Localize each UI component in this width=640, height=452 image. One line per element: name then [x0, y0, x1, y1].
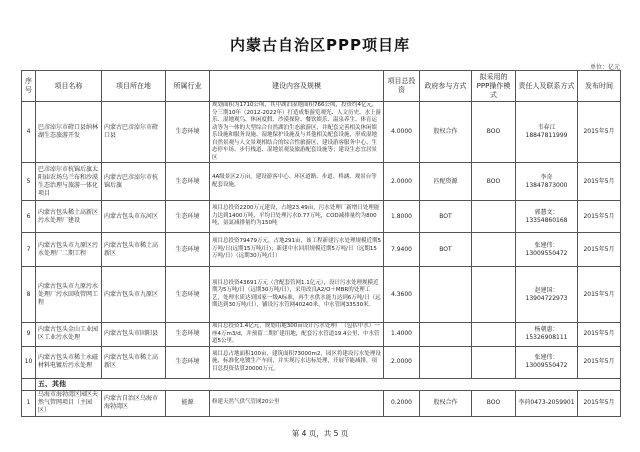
cell-date: 2015年5月: [578, 390, 621, 416]
cell-location: 内蒙古包头市稀土高新区: [102, 233, 166, 267]
cell-industry: 生态环境: [166, 233, 210, 267]
cell-gov: 股权合作: [420, 102, 472, 163]
cell-name: 乌海市海勃湾区园区天然气管网项目（主园区）: [36, 390, 102, 416]
header-location: 项目所在地: [102, 71, 166, 102]
cell-gov: [420, 346, 472, 378]
cell-industry: 能源: [166, 390, 210, 416]
table-row: [22, 201, 621, 233]
header-mode: 拟采用的PPP操作模式: [472, 71, 516, 102]
table-row: [22, 323, 621, 347]
cell-no: 7: [22, 233, 36, 267]
cell-contact: 赵建国： 13904722973: [516, 267, 578, 323]
cell-investment: 2.0000: [384, 163, 420, 201]
cell-no: 5: [22, 163, 36, 201]
section-title: 五、其他: [36, 378, 621, 390]
cell-no: 9: [22, 323, 36, 347]
header-contact: 责任人及联系方式: [516, 71, 578, 102]
table-row: [22, 267, 621, 323]
table-header-row: [22, 71, 621, 102]
cell-gov: [420, 323, 472, 347]
header-investment: 项目总投资: [384, 71, 420, 102]
cell-no: 10: [22, 346, 36, 378]
page-footer: 第 4 页，共 5 页: [291, 429, 349, 438]
cell-mode: [472, 267, 516, 323]
cell-contact: 张建伟： 13009550472: [516, 346, 578, 378]
table-row: [22, 346, 621, 378]
cell-location: 内蒙古巴彦淖尔市杭锦后旗: [102, 163, 166, 201]
header-date: 发布时间: [578, 71, 621, 102]
cell-content: 项目总投资43691万元（含配套管网1.1亿元），设计污水处理规模近期为5万吨/日（远期30万吨/日），采用改良A2/O＋MBR的处理工艺，处理水质达到国家一级A标准，再生水供水能力达到6万吨/日（远期达到30万吨/日），铺设污水管网40240米，中水管网33530米。: [210, 267, 384, 323]
cell-content: 4A级景区2万亩，建设游客中心、环区道路、步道、桥涵、观景台等配套设施。: [210, 163, 384, 201]
cell-contact: 韦春江 18847811999: [516, 102, 578, 163]
cell-gov: BOT: [420, 201, 472, 233]
cell-contact: 郭慧文： 13354860168: [516, 201, 578, 233]
cell-content: 规划面积为1710公顷，其中湖泊湿地面积766公顷，投资约4亿元，分三期10年（2012-2022年）打造成集游览观光、人文历史、水上游乐、湿地观鸟、休闲度假、沙漠探险、餐饮娱乐、温泉养生、体育运动等为一体的大型综合自然湖泊生态旅游区，并配套完善相关休闲娱乐设施和服务设施、湿地保护设施及与其他相关配套设施，形成湿地自然景观与人文景观相结合的综合性旅游区，建设游客服务中心、生态停车场、步行栈道、湿地景观及旅游配套设施等；建设生态宜居景区: [210, 102, 384, 163]
cell-contact: 李荷0473-2059901: [516, 390, 578, 416]
header-content: 建设内容及规模: [210, 71, 384, 102]
table-row: [22, 102, 621, 163]
cell-mode: BOO: [472, 102, 516, 163]
cell-content: 项目总投资79479万元，占地291亩，该工程新建污水处理规模近期5万吨/日(远期15万吨/日)；新建中水回用规模近期5万吨/日（远期15万吨/日）（远期30万吨/日）: [210, 233, 384, 267]
cell-investment: 2.0000: [384, 346, 420, 378]
page-title: 内蒙古自治区PPP项目库: [230, 36, 410, 54]
ppp-project-table: [21, 70, 621, 417]
cell-contact: 李奇 13847873000: [516, 163, 578, 201]
header-industry: 所属行业: [166, 71, 210, 102]
section-row: [22, 378, 621, 390]
cell-investment: 4.3600: [384, 267, 420, 323]
cell-industry: 生态环境: [166, 323, 210, 347]
cell-mode: BOO: [472, 163, 516, 201]
cell-location: 内蒙古自治区乌海市海勃湾区: [102, 390, 166, 416]
cell-content: 项目总投资2200万元建设，占地23.49亩，污水处理厂新增日处理能力达到1400万吨，平均日处理污水0.77万吨，COD减排量约为800吨，氨氮减排量约为150吨: [210, 201, 384, 233]
cell-name: 巴彦淖尔市磴口县纳林湖生态旅游开发: [36, 102, 102, 163]
unit-label: 单位：亿元: [589, 64, 620, 71]
cell-mode: [472, 201, 516, 233]
cell-content: 项目总占地面积100亩，建筑面积73000m2，园区将建设污水处理设施，标准化电镀生产车间，并实现污水达标处理，开展节能减排，项目总投资估算20000万元。: [210, 346, 384, 378]
cell-investment: 4.0000: [384, 102, 420, 163]
cell-industry: 生态环境: [166, 346, 210, 378]
table-row: [22, 233, 621, 267]
cell-mode: BOO: [472, 390, 516, 416]
cell-gov: 股权合作: [420, 390, 472, 416]
cell-gov: BOT: [420, 233, 472, 267]
cell-name: 巴彦淖尔市杭锦后旗太阳庙农场乌兰布和沙漠生态治理与旅游一体化项目: [36, 163, 102, 201]
cell-contact: 杨朝惠： 15326908111: [516, 323, 578, 347]
cell-industry: 生态环境: [166, 102, 210, 163]
cell-date: 2015年5月: [578, 233, 621, 267]
cell-date: 2015年5月: [578, 267, 621, 323]
cell-date: 2015年5月: [578, 201, 621, 233]
cell-date: 2015年5月: [578, 346, 621, 378]
header-no: 序号: [22, 71, 36, 102]
cell-no: 4: [22, 102, 36, 163]
cell-location: 内蒙古包头市九原区: [102, 267, 166, 323]
cell-mode: [472, 346, 516, 378]
cell-no: 6: [22, 201, 36, 233]
cell-industry: 生态环境: [166, 201, 210, 233]
table-row: [22, 163, 621, 201]
cell-date: 2015年5月: [578, 102, 621, 163]
cell-name: 内蒙古包头市九原区污水处理厂二期工程: [36, 233, 102, 267]
cell-location: 内蒙古巴彦淖尔市磴口县: [102, 102, 166, 163]
table-row: [22, 390, 621, 416]
cell-investment: 1.4000: [384, 323, 420, 347]
cell-location: 内蒙古包头市固阳县: [102, 323, 166, 347]
cell-contact: 张建伟： 13009550472: [516, 233, 578, 267]
cell-no: 1: [22, 390, 36, 416]
cell-no: 8: [22, 267, 36, 323]
cell-name: 内蒙古包头市九原污水处理厂污水回收管网工程: [36, 267, 102, 323]
cell-name: 内蒙古包头市稀土永磁材料电镀后污水处理: [36, 346, 102, 378]
cell-industry: 生态环境: [166, 163, 210, 201]
cell-investment: 7.9400: [384, 233, 420, 267]
cell-mode: [472, 323, 516, 347]
cell-industry: 生态环境: [166, 267, 210, 323]
cell-location: 内蒙古包头市稀土高新区: [102, 346, 166, 378]
cell-investment: 1.8000: [384, 201, 420, 233]
cell-location: 内蒙古包头市东河区: [102, 201, 166, 233]
cell-name: 内蒙古包头金山工业园区工业污水处理: [36, 323, 102, 347]
cell-gov: 匹配资源: [420, 163, 472, 201]
cell-date: 2015年5月: [578, 163, 621, 201]
cell-gov: [420, 267, 472, 323]
cell-mode: [472, 233, 516, 267]
cell-name: 内蒙古包头稀土高新区污水处理厂建设: [36, 201, 102, 233]
cell-content: 修建天然气供气管网20公里: [210, 390, 384, 416]
header-gov: 政府参与方式: [420, 71, 472, 102]
cell-date: 2015年5月: [578, 323, 621, 347]
cell-investment: 0.2000: [384, 390, 420, 416]
header-name: 项目名称: [36, 71, 102, 102]
cell-content: 项目总投资1.4亿元，规划用地300亩设计污水处理厂（包括中水）一座4万m3/d，并预留二期扩建用地，配套污水管道19.4公里、中水管道5公里。: [210, 323, 384, 347]
